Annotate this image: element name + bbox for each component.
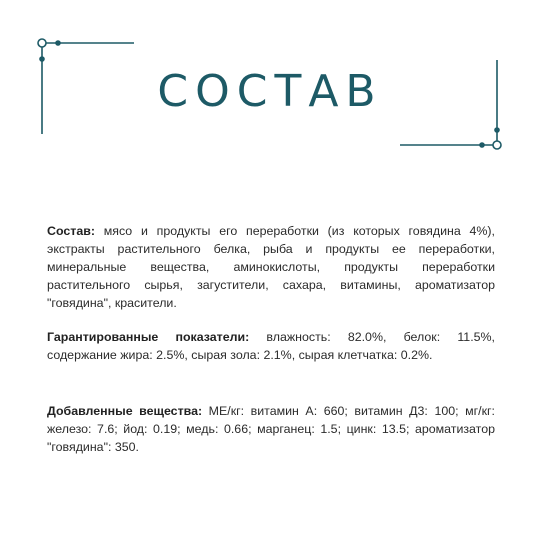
- guaranteed-values-label: Гарантированные показатели:: [47, 330, 250, 344]
- composition-paragraph: [47, 222, 495, 312]
- additives-paragraph: [47, 402, 495, 456]
- additives-label: Добавленные вещества:: [47, 404, 203, 418]
- guaranteed-values-paragraph: [47, 328, 495, 364]
- guaranteed-values-text: влажность: 82.0%, белок: 11.5%, содержание жира: 2.5%, сырая зола: 2.1%, сырая клетчатка: 0.2%.: [47, 330, 495, 362]
- additives-text: МЕ/кг: витамин А: 660; витамин Д3: 100; мг/кг: железо: 7.6; йод: 0.19; медь: 0.66; марганец: 1.5; цинк: 13.5; ароматизатор "говядина": 350.: [47, 404, 495, 454]
- composition-text: мясо и продукты его переработки (из которых говядина 4%), экстракты растительного белка, рыба и продукты ее переработки, минеральные вещества, аминокислоты, продукты переработки растительного сырья, загустители, сахара, витамины, ароматизатор "говядина", красители.: [47, 224, 495, 310]
- composition-content: [47, 222, 495, 456]
- composition-label: Состав:: [47, 224, 95, 238]
- page-title: СОСТАВ: [157, 66, 383, 117]
